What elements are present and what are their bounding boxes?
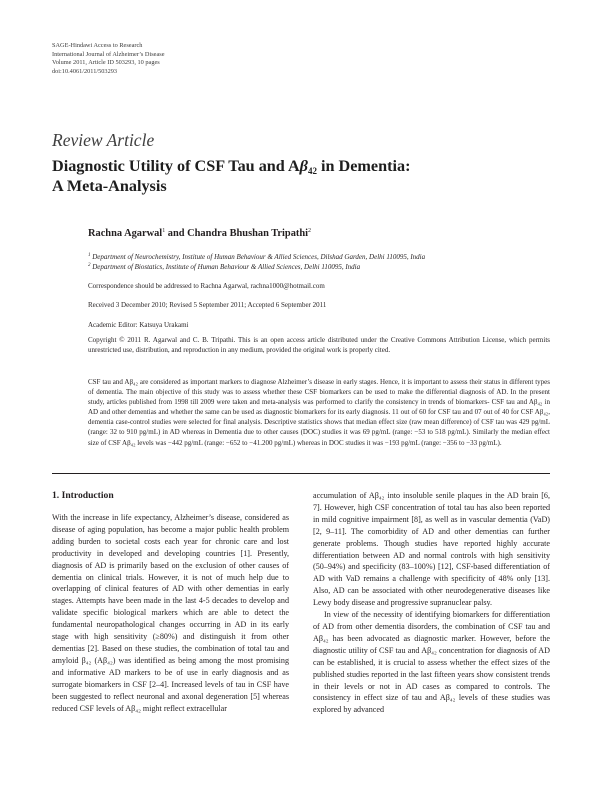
author-name: Chandra Bhushan Tripathi [187,228,309,239]
volume-line: Volume 2011, Article ID 503293, 10 pages [52,59,160,67]
article-type: Review Article [52,130,155,150]
article-title [52,156,410,196]
title-subscript: 42 [307,166,317,176]
copyright-notice: Copyright © 2011 R. Agarwal and C. B. Tripathi. This is an open access article distributed under the Creative Commons Attribution License, which permits unrestricted use, distribution, and reproduction in any medium, provided the original work is properly cited. [88,336,550,355]
title-part-2: in Dementia: [316,157,411,175]
right-column [313,490,550,716]
affiliation-number: 2 [88,263,91,269]
title-beta: β [299,157,308,175]
paragraph: With the increase in life expectancy, Alzheimer’s disease, considered as disease of aging population, has become a major public health problem adding burden to societal costs each year for chronic care and lost productivity in developed and developing countries [1]. Presently, diagnosis of AD is primarily based on the exclusion of other causes of dementia on clinical trials. However, it is not of much help due to overlapping of clinical features of AD with other dementias in early stages. Attempts have been made in the last 4-5 decades to develop and validate specific biological markers which are able to detect the fundamental neuropathological changes occurring in AD in its early stage with high sensitivity (≥80%) and distinguish it from other dementias [2]. Based on these studies, the combination of total tau and amyloid β₄₂ (Aβ₄₂) was identified as being among the most promising and informative AD markers to be of use in early diagnosis and as surrogate biomarkers in CSF [2–4]. Increased levels of tau in CSF have been suggested to reflect neuronal and axonal degeneration [5] whereas reduced CSF levels of Aβ₄₂ might reflect extracellular [52,513,289,713]
author-name: Rachna Agarwal [88,228,163,239]
author-list [88,228,311,239]
section-divider [52,473,550,474]
affiliation-2: $^2$ Department of Biostatics, Institute of Human Behaviour & Allied Sciences, Delhi 110095, India [88,263,361,272]
doi-line: doi:10.4061/2011/503293 [52,67,118,75]
title-line-2: A Meta-Analysis [52,177,167,195]
publisher-line: SAGE-Hindawi Access to Research [52,42,143,49]
affiliation-1: $^1$ Department of Neurochemistry, Institute of Human Behaviour & Allied Sciences, Dilshad Garden, Delhi 110095, India [88,253,426,261]
affiliation-number: 1 [88,253,91,258]
abstract: CSF tau and Aβ₄₂ are considered as important markers to diagnose Alzheimer’s disease in early stages. Hence, it is important to assess their status in different types of dementia. The main objective of this study was to assess whether these CSF biomarkers can be used to make the differential diagnosis of AD. In the present study, articles published from 1998 till 2009 were taken and meta-analysis was performed to clarify the consistency in trends of biomarkers- CSF tau and Aβ₄₂ in AD and other dementias and whether the same can be used as diagnostic biomarkers for its early diagnosis. 11 out of 60 for CSF tau and 07 out of 40 for CSF Aβ₄₂, dementia case-control studies were selected for final analysis. Descriptive statistics shows that median effect size (raw mean difference) of CSF tau was 429 pg/mL (range: 32 to 910 pg/mL) in AD whereas in Dementia due to other causes (DOC) studies it was 69 pg/mL (range: −53 to 518 pg/mL). Similarly the median effect size of CSF Aβ₄₂ levels was −442 pg/mL (range: −652 to −41.200 pg/mL) whereas in DOC studies it was −193 pg/mL (range: −356 to −33 pg/mL). [88,378,550,447]
paragraph: accumulation of Aβ₄₂ into insoluble senile plaques in the AD brain [6, 7]. However, high CSF concentration of total tau has also been reported in mild cognitive impairment [8], as well as in vascular dementia (VaD) [2, 9–11]. The comorbidity of AD and other dementias can further generate problems. Though studies have reported highly accurate differentiation between AD and normal controls with high sensitivity (50–94%) and specificity (83–100%) [12], CSF-based differentiation of AD with VaD remains a challenge with specificity of 48% only [13]. Also, AD can be associated with other neurodegenerative diseases like Lewy body disease and progressive supranuclear palsy. [313,491,550,608]
correspondence: Correspondence should be addressed to Rachna Agarwal, rachna1000@hotmail.com [88,282,325,290]
author-affiliation-mark: 2 [308,228,312,234]
title-part-1: Diagnostic Utility of CSF Tau and A [52,157,300,175]
received-dates: Received 3 December 2010; Revised 5 September 2011; Accepted 6 September 2011 [88,301,327,309]
author-conjunction: and [165,228,188,239]
journal-header [52,42,165,76]
paragraph: In view of the necessity of identifying biomarkers for differentiation of AD from other dementia disorders, the combination of CSF tau and Aβ₄₂ has been advocated as diagnostic marker. However, before the diagnostic utility of CSF tau and Aβ₄₂ concentration for diagnosis of AD can be established, it is crucial to assess whether the effect sizes of the published studies reported in the last fifteen years show consistent trends in their levels or not in AD cases as compared to controls. The consistency in effect size of tau and Aβ₄₂ levels of these studies was explored by advanced [313,610,550,715]
affiliations [88,252,550,273]
author-affiliation-mark: 1 [162,228,166,234]
section-heading: 1. Introduction [52,490,114,501]
journal-name: International Journal of Alzheimer’s Disease [52,50,165,58]
left-column [52,490,289,714]
academic-editor: Academic Editor: Katsuya Urakami [88,321,189,329]
